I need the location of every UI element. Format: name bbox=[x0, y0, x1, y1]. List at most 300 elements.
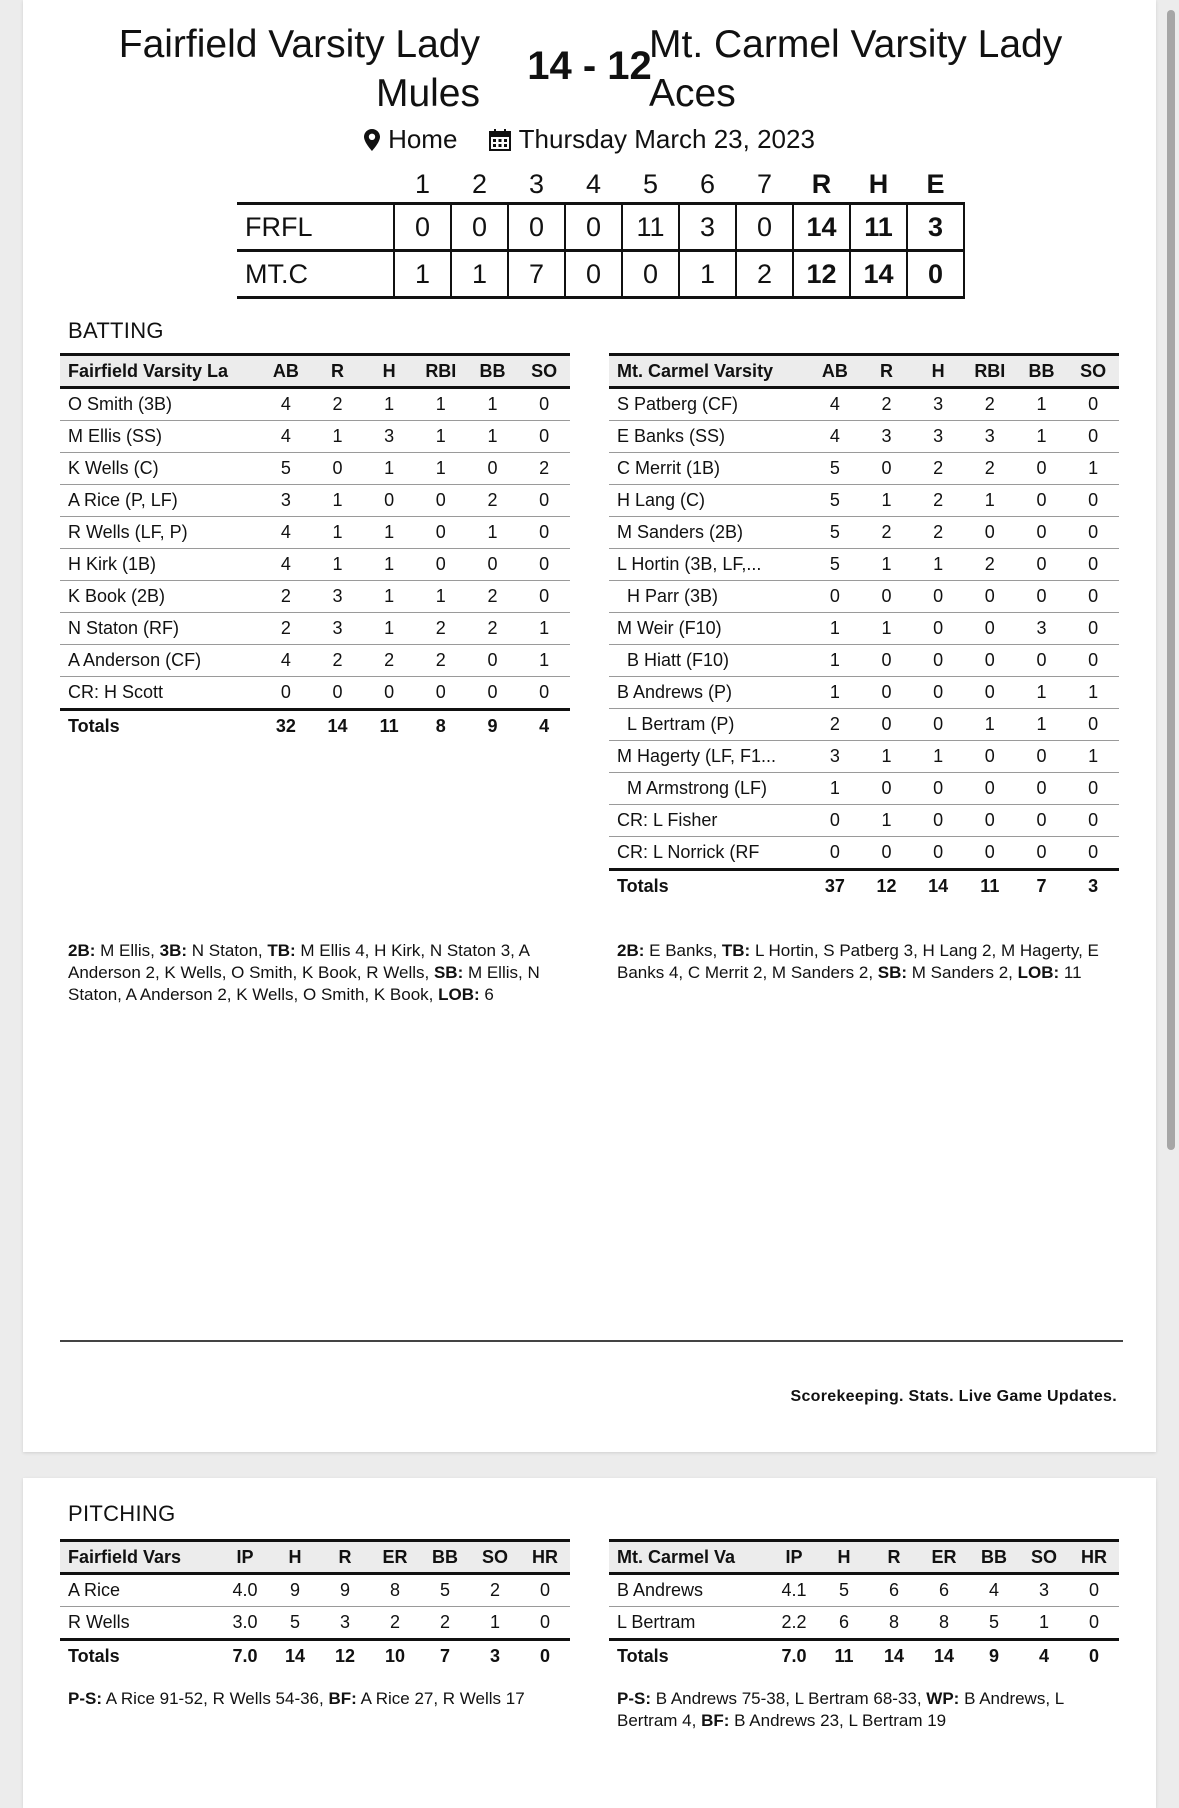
player-name: CR: H Scott bbox=[60, 677, 260, 710]
stat-value: 0 bbox=[415, 549, 467, 581]
stat-value: 0 bbox=[312, 453, 364, 485]
note-text: B Andrews 75-38, L Bertram 68-33, bbox=[651, 1689, 927, 1708]
stat-value: 0 bbox=[861, 773, 913, 805]
player-row bbox=[60, 645, 570, 677]
scrollbar[interactable] bbox=[1167, 10, 1175, 1150]
column-header: H bbox=[270, 1541, 320, 1574]
inning-header: 3 bbox=[528, 168, 545, 199]
stat-value: 0 bbox=[964, 805, 1016, 837]
stat-value: 3 bbox=[912, 421, 964, 453]
stat-value: 0 bbox=[861, 837, 913, 870]
note-text: N Staton, bbox=[187, 941, 268, 960]
stat-value: 0 bbox=[467, 549, 519, 581]
stat-value: 2 bbox=[809, 709, 861, 741]
stat-value: 0 bbox=[363, 677, 415, 710]
player-row bbox=[609, 837, 1119, 870]
footer-divider bbox=[60, 1340, 1123, 1342]
stat-value: 0 bbox=[912, 837, 964, 870]
totals-label: Totals bbox=[60, 710, 260, 743]
player-row bbox=[60, 549, 570, 581]
player-name: B Hiatt (F10) bbox=[609, 645, 809, 677]
player-name: M Ellis (SS) bbox=[60, 421, 260, 453]
inning-score: 0 bbox=[565, 204, 622, 251]
stat-value: 0 bbox=[1016, 645, 1068, 677]
player-name: R Wells (LF, P) bbox=[60, 517, 260, 549]
stat-value: 3 bbox=[1016, 613, 1068, 645]
column-header: AB bbox=[260, 355, 312, 388]
column-header: R bbox=[320, 1541, 370, 1574]
stat-value: 0 bbox=[861, 709, 913, 741]
linescore-e: 0 bbox=[907, 251, 964, 298]
note-label: LOB: bbox=[438, 985, 480, 1004]
stat-header-row bbox=[60, 355, 570, 388]
stat-value: 2 bbox=[415, 613, 467, 645]
player-name: K Book (2B) bbox=[60, 581, 260, 613]
stat-value: 1 bbox=[809, 773, 861, 805]
player-row bbox=[609, 421, 1119, 453]
player-row bbox=[609, 773, 1119, 805]
player-name: H Lang (C) bbox=[609, 485, 809, 517]
column-header: BB bbox=[467, 355, 519, 388]
stat-value: 0 bbox=[1067, 837, 1119, 870]
player-row bbox=[609, 805, 1119, 837]
column-header: H bbox=[819, 1541, 869, 1574]
stat-value: 0 bbox=[518, 388, 570, 421]
total-value: 14 bbox=[869, 1640, 919, 1673]
stat-value: 0 bbox=[467, 453, 519, 485]
linescore-h: 14 bbox=[850, 251, 907, 298]
stat-value: 0 bbox=[861, 453, 913, 485]
total-value: 10 bbox=[370, 1640, 420, 1673]
stat-value: 0 bbox=[1016, 453, 1068, 485]
stat-value: 3 bbox=[912, 388, 964, 421]
stat-value: 0 bbox=[1016, 549, 1068, 581]
stat-value: 0 bbox=[1016, 485, 1068, 517]
stat-value: 1 bbox=[518, 613, 570, 645]
stat-value: 2 bbox=[912, 453, 964, 485]
stat-value: 0 bbox=[964, 773, 1016, 805]
total-value: 3 bbox=[470, 1640, 520, 1673]
inning-header: 5 bbox=[642, 168, 659, 199]
stat-value: 2 bbox=[518, 453, 570, 485]
player-row bbox=[609, 517, 1119, 549]
totals-row bbox=[609, 870, 1119, 903]
stat-value: 3 bbox=[312, 581, 364, 613]
note-text: B Andrews 23, L Bertram 19 bbox=[729, 1711, 947, 1730]
note-text: M Ellis, N Staton, A Anderson 2, K Wells, O Smith, K Book, bbox=[68, 963, 540, 1004]
column-header: H bbox=[363, 355, 415, 388]
column-header: SO bbox=[1019, 1541, 1069, 1574]
stat-value: 1 bbox=[518, 645, 570, 677]
inning-score: 0 bbox=[508, 204, 565, 251]
tagline: Scorekeeping. Stats. Live Game Updates. bbox=[790, 1388, 1117, 1405]
stat-value: 5 bbox=[420, 1574, 470, 1607]
linescore-team: MT.C bbox=[245, 258, 308, 289]
stat-value: 1 bbox=[861, 549, 913, 581]
stat-value: 0 bbox=[1069, 1574, 1119, 1607]
stat-value: 1 bbox=[467, 421, 519, 453]
column-header: BB bbox=[420, 1541, 470, 1574]
player-name: M Armstrong (LF) bbox=[609, 773, 809, 805]
stat-value: 1 bbox=[467, 388, 519, 421]
totals-row bbox=[60, 1640, 570, 1673]
stat-value: 2 bbox=[467, 581, 519, 613]
linescore-row bbox=[237, 204, 964, 251]
player-row bbox=[60, 1607, 570, 1640]
stat-value: 0 bbox=[912, 805, 964, 837]
linescore-e: 3 bbox=[907, 204, 964, 251]
player-name: E Banks (SS) bbox=[609, 421, 809, 453]
stat-value: 1 bbox=[861, 485, 913, 517]
hits-header: H bbox=[868, 168, 889, 199]
player-name: CR: L Fisher bbox=[609, 805, 809, 837]
total-value: 7.0 bbox=[220, 1640, 270, 1673]
column-header: R bbox=[312, 355, 364, 388]
totals-row bbox=[609, 1640, 1119, 1673]
note-text: B Andrews, L Bertram 4, bbox=[617, 1689, 1064, 1730]
date bbox=[489, 124, 815, 155]
inning-score: 3 bbox=[679, 204, 736, 251]
player-row bbox=[609, 741, 1119, 773]
stat-value: 1 bbox=[1016, 709, 1068, 741]
note-text: 6 bbox=[479, 985, 494, 1004]
stat-value: 3 bbox=[809, 741, 861, 773]
stat-value: 0 bbox=[363, 485, 415, 517]
note-text: M Sanders 2, bbox=[907, 963, 1018, 982]
stat-value: 1 bbox=[861, 805, 913, 837]
stat-value: 1 bbox=[363, 388, 415, 421]
stat-value: 8 bbox=[919, 1607, 969, 1640]
inning-score: 1 bbox=[679, 251, 736, 298]
stat-value: 4 bbox=[809, 421, 861, 453]
stat-value: 5 bbox=[809, 517, 861, 549]
runs-header: R bbox=[811, 168, 832, 199]
inning-score: 0 bbox=[736, 204, 793, 251]
errors-header: E bbox=[926, 168, 945, 199]
inning-header: 1 bbox=[414, 168, 431, 199]
player-row bbox=[60, 388, 570, 421]
stat-value: 0 bbox=[518, 549, 570, 581]
location bbox=[364, 124, 457, 155]
player-row bbox=[60, 485, 570, 517]
linescore-h: 11 bbox=[850, 204, 907, 251]
player-name: M Sanders (2B) bbox=[609, 517, 809, 549]
total-value: 37 bbox=[809, 870, 861, 903]
stat-value: 1 bbox=[363, 613, 415, 645]
inning-score: 0 bbox=[451, 204, 508, 251]
note-text: M Ellis 4, H Kirk, N Staton 3, A Anderson 2, K Wells, O Smith, K Book, R Wells, bbox=[68, 941, 530, 982]
note-label: LOB: bbox=[1017, 963, 1060, 982]
player-name: O Smith (3B) bbox=[60, 388, 260, 421]
player-row bbox=[609, 581, 1119, 613]
stat-value: 4.1 bbox=[769, 1574, 819, 1607]
column-header: Fairfield Varsity La bbox=[60, 355, 260, 388]
away-pitching-notes bbox=[617, 1688, 1117, 1732]
player-row bbox=[609, 453, 1119, 485]
stat-value: 0 bbox=[964, 837, 1016, 870]
home-pitching-notes bbox=[68, 1688, 568, 1710]
boxscore-card bbox=[23, 0, 1156, 1452]
total-value: 12 bbox=[320, 1640, 370, 1673]
stat-value: 3 bbox=[363, 421, 415, 453]
note-text: 11 bbox=[1059, 963, 1082, 982]
stat-value: 2 bbox=[312, 388, 364, 421]
stat-value: 0 bbox=[415, 677, 467, 710]
player-row bbox=[609, 549, 1119, 581]
totals-label: Totals bbox=[609, 1640, 769, 1673]
total-value: 0 bbox=[1069, 1640, 1119, 1673]
stat-header-row bbox=[60, 1541, 570, 1574]
stat-value: 0 bbox=[415, 485, 467, 517]
player-row bbox=[60, 613, 570, 645]
stat-value: 2 bbox=[260, 613, 312, 645]
player-name: A Anderson (CF) bbox=[60, 645, 260, 677]
column-header: H bbox=[912, 355, 964, 388]
stat-value: 4 bbox=[969, 1574, 1019, 1607]
column-header: RBI bbox=[415, 355, 467, 388]
player-row bbox=[609, 1574, 1119, 1607]
linescore-corner bbox=[237, 166, 394, 204]
stat-value: 4 bbox=[260, 645, 312, 677]
stat-value: 9 bbox=[270, 1574, 320, 1607]
note-text: A Rice 27, R Wells 17 bbox=[356, 1689, 525, 1708]
away-team-line1: Mt. Carmel Varsity Lady bbox=[649, 23, 1063, 66]
stat-value: 1 bbox=[809, 645, 861, 677]
pitching-card bbox=[23, 1478, 1156, 1808]
note-label: 2B: bbox=[68, 941, 96, 960]
stat-value: 0 bbox=[467, 645, 519, 677]
home-team-line2: Mules bbox=[375, 72, 480, 115]
pitching-section-title: PITCHING bbox=[68, 1501, 176, 1526]
stat-value: 3 bbox=[260, 485, 312, 517]
column-header: BB bbox=[969, 1541, 1019, 1574]
stat-value: 2 bbox=[363, 645, 415, 677]
player-row bbox=[60, 453, 570, 485]
stat-value: 2 bbox=[964, 453, 1016, 485]
stat-header-row bbox=[609, 1541, 1119, 1574]
stat-value: 0 bbox=[964, 517, 1016, 549]
total-value: 11 bbox=[819, 1640, 869, 1673]
total-value: 11 bbox=[363, 710, 415, 743]
stat-value: 0 bbox=[1067, 485, 1119, 517]
totals-label: Totals bbox=[609, 870, 809, 903]
column-header: SO bbox=[470, 1541, 520, 1574]
inning-header: 7 bbox=[756, 168, 773, 199]
away-team-line2: Aces bbox=[649, 72, 736, 115]
stat-value: 1 bbox=[312, 549, 364, 581]
inning-score: 0 bbox=[394, 204, 451, 251]
stat-value: 1 bbox=[964, 709, 1016, 741]
stat-value: 3.0 bbox=[220, 1607, 270, 1640]
stat-value: 5 bbox=[819, 1574, 869, 1607]
stat-value: 0 bbox=[861, 581, 913, 613]
stat-value: 0 bbox=[518, 517, 570, 549]
totals-label: Totals bbox=[60, 1640, 220, 1673]
stat-value: 5 bbox=[809, 549, 861, 581]
player-name: H Kirk (1B) bbox=[60, 549, 260, 581]
score-text: 14 - 12 bbox=[527, 44, 652, 88]
player-name: L Bertram (P) bbox=[609, 709, 809, 741]
inning-score: 11 bbox=[622, 204, 679, 251]
stat-value: 1 bbox=[415, 453, 467, 485]
stat-value: 1 bbox=[809, 677, 861, 709]
stat-value: 5 bbox=[809, 485, 861, 517]
stat-value: 2 bbox=[912, 485, 964, 517]
column-header: SO bbox=[518, 355, 570, 388]
stat-value: 2 bbox=[260, 581, 312, 613]
stat-value: 0 bbox=[467, 677, 519, 710]
stat-value: 1 bbox=[363, 517, 415, 549]
stat-value: 1 bbox=[809, 613, 861, 645]
stat-value: 3 bbox=[1019, 1574, 1069, 1607]
player-name: S Patberg (CF) bbox=[609, 388, 809, 421]
stat-value: 2 bbox=[470, 1574, 520, 1607]
column-header: IP bbox=[769, 1541, 819, 1574]
column-header: HR bbox=[520, 1541, 570, 1574]
inning-score: 2 bbox=[736, 251, 793, 298]
stat-value: 0 bbox=[912, 709, 964, 741]
stat-value: 0 bbox=[1067, 421, 1119, 453]
player-row bbox=[609, 645, 1119, 677]
note-label: SB: bbox=[433, 963, 464, 982]
note-label: 2B: bbox=[617, 941, 645, 960]
inning-score: 7 bbox=[508, 251, 565, 298]
player-name: L Hortin (3B, LF,... bbox=[609, 549, 809, 581]
stat-value: 1 bbox=[312, 421, 364, 453]
column-header: RBI bbox=[964, 355, 1016, 388]
stat-value: 0 bbox=[1067, 805, 1119, 837]
player-name: B Andrews bbox=[609, 1574, 769, 1607]
linescore-header bbox=[237, 166, 964, 204]
stat-value: 0 bbox=[1067, 709, 1119, 741]
game-meta bbox=[23, 124, 1156, 158]
column-header: HR bbox=[1069, 1541, 1119, 1574]
column-header: Mt. Carmel Varsity bbox=[609, 355, 809, 388]
stat-value: 0 bbox=[809, 581, 861, 613]
stat-value: 1 bbox=[363, 549, 415, 581]
player-name: N Staton (RF) bbox=[60, 613, 260, 645]
column-header: ER bbox=[919, 1541, 969, 1574]
column-header: SO bbox=[1067, 355, 1119, 388]
note-label: WP: bbox=[926, 1689, 960, 1708]
total-value: 7.0 bbox=[769, 1640, 819, 1673]
total-value: 7 bbox=[1016, 870, 1068, 903]
stat-value: 0 bbox=[520, 1607, 570, 1640]
home-batting-table bbox=[60, 353, 570, 742]
stat-value: 3 bbox=[964, 421, 1016, 453]
stat-value: 0 bbox=[861, 677, 913, 709]
column-header: ER bbox=[370, 1541, 420, 1574]
stat-value: 0 bbox=[260, 677, 312, 710]
column-header: R bbox=[869, 1541, 919, 1574]
stat-value: 3 bbox=[312, 613, 364, 645]
stat-value: 2 bbox=[861, 517, 913, 549]
total-value: 9 bbox=[467, 710, 519, 743]
stat-value: 2 bbox=[312, 645, 364, 677]
totals-row bbox=[60, 710, 570, 743]
column-header: R bbox=[861, 355, 913, 388]
stat-value: 0 bbox=[1067, 549, 1119, 581]
stat-value: 0 bbox=[1067, 613, 1119, 645]
player-name: CR: L Norrick (RF bbox=[609, 837, 809, 870]
stat-value: 0 bbox=[964, 741, 1016, 773]
stat-value: 4 bbox=[260, 517, 312, 549]
stat-value: 0 bbox=[1016, 517, 1068, 549]
player-name: L Bertram bbox=[609, 1607, 769, 1640]
stat-value: 1 bbox=[1067, 677, 1119, 709]
stat-value: 4.0 bbox=[220, 1574, 270, 1607]
total-value: 4 bbox=[518, 710, 570, 743]
player-name: M Hagerty (LF, F1... bbox=[609, 741, 809, 773]
stat-value: 0 bbox=[518, 485, 570, 517]
stat-value: 6 bbox=[869, 1574, 919, 1607]
stat-value: 1 bbox=[415, 581, 467, 613]
stat-value: 5 bbox=[969, 1607, 1019, 1640]
stat-value: 2 bbox=[912, 517, 964, 549]
column-header: Mt. Carmel Va bbox=[609, 1541, 769, 1574]
total-value: 11 bbox=[964, 870, 1016, 903]
stat-value: 1 bbox=[312, 517, 364, 549]
player-name: H Parr (3B) bbox=[609, 581, 809, 613]
linescore-r: 12 bbox=[793, 251, 850, 298]
batting-section-title: BATTING bbox=[68, 318, 164, 343]
stat-value: 0 bbox=[1067, 517, 1119, 549]
stat-value: 0 bbox=[1016, 773, 1068, 805]
stat-value: 0 bbox=[912, 773, 964, 805]
stat-value: 1 bbox=[415, 388, 467, 421]
stat-value: 1 bbox=[1019, 1607, 1069, 1640]
stat-value: 1 bbox=[312, 485, 364, 517]
inning-header: 4 bbox=[585, 168, 602, 199]
stat-value: 1 bbox=[363, 453, 415, 485]
player-row bbox=[60, 1574, 570, 1607]
stat-value: 0 bbox=[518, 677, 570, 710]
linescore-team: FRFL bbox=[245, 211, 313, 242]
linescore-row bbox=[237, 251, 964, 298]
stat-value: 2.2 bbox=[769, 1607, 819, 1640]
stat-value: 0 bbox=[1067, 773, 1119, 805]
total-value: 32 bbox=[260, 710, 312, 743]
home-team-line1: Fairfield Varsity Lady bbox=[118, 23, 480, 66]
player-row bbox=[60, 517, 570, 549]
total-value: 14 bbox=[919, 1640, 969, 1673]
stat-value: 1 bbox=[1067, 741, 1119, 773]
stat-value: 4 bbox=[260, 388, 312, 421]
player-row bbox=[609, 388, 1119, 421]
stat-value: 0 bbox=[912, 645, 964, 677]
stat-value: 1 bbox=[912, 741, 964, 773]
player-row bbox=[609, 485, 1119, 517]
column-header: IP bbox=[220, 1541, 270, 1574]
stat-value: 9 bbox=[320, 1574, 370, 1607]
stat-value: 2 bbox=[415, 645, 467, 677]
stat-value: 5 bbox=[270, 1607, 320, 1640]
stat-value: 0 bbox=[1069, 1607, 1119, 1640]
stat-value: 0 bbox=[964, 581, 1016, 613]
stat-value: 3 bbox=[320, 1607, 370, 1640]
column-header: BB bbox=[1016, 355, 1068, 388]
note-text: M Ellis, bbox=[95, 941, 160, 960]
stat-value: 0 bbox=[809, 837, 861, 870]
calendar-icon bbox=[489, 129, 511, 151]
inning-score: 1 bbox=[451, 251, 508, 298]
stat-value: 1 bbox=[363, 581, 415, 613]
note-label: TB: bbox=[721, 941, 751, 960]
inning-header: 2 bbox=[471, 168, 488, 199]
total-value: 12 bbox=[861, 870, 913, 903]
stat-value: 0 bbox=[1067, 645, 1119, 677]
away-team-name bbox=[649, 20, 1109, 118]
